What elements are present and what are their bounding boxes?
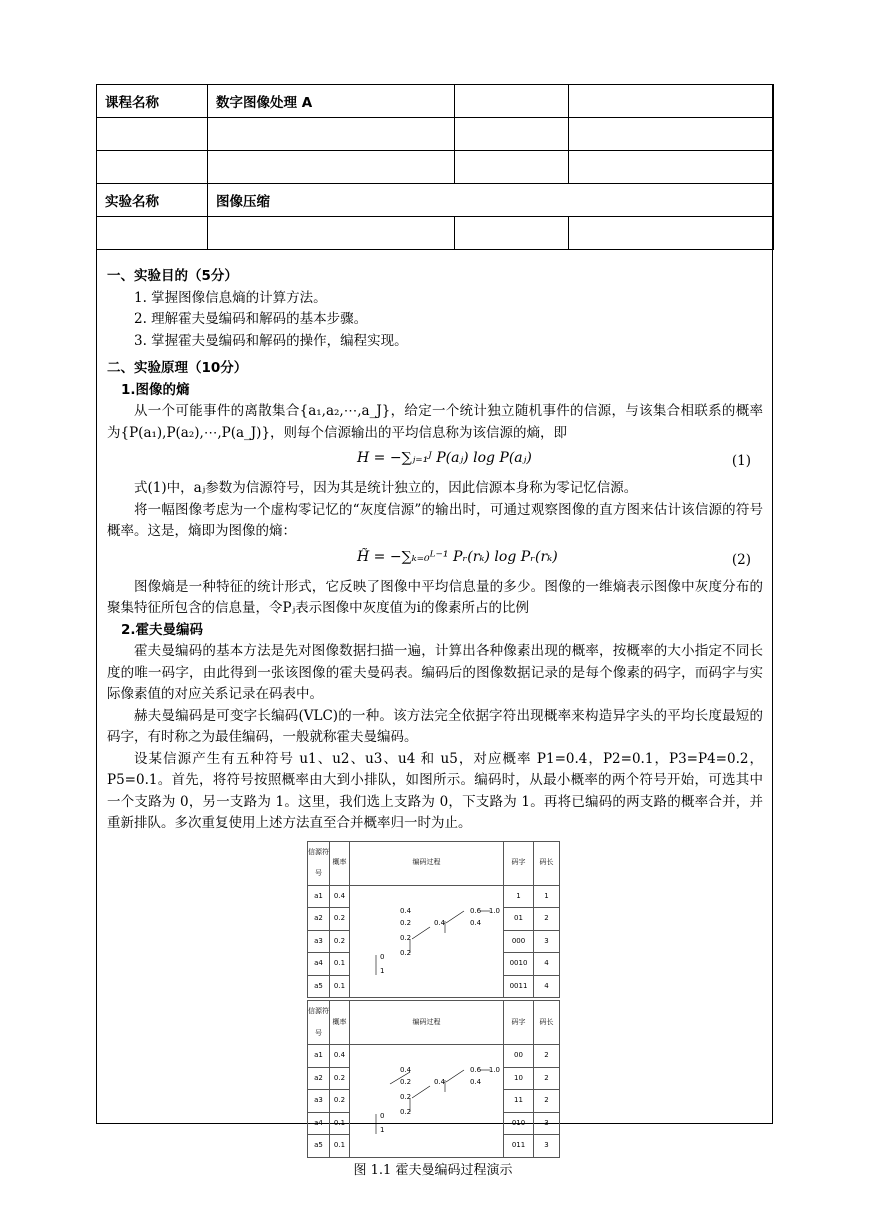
len-cell: 3 <box>534 1112 560 1135</box>
figure-caption: 图 1.1 霍夫曼编码过程演示 <box>353 1162 513 1178</box>
entropy-paragraph: 从一个可能事件的离散集合{a₁,a₂,⋯,a_J}，给定一个统计独立随机事件的信源，与该集合相联系的概率为{P(a₁),P(a₂),⋯,P(a_J)}，则每个信源输出的平均信息称为该信源的熵，即 <box>107 403 763 441</box>
prob-cell: 0.4 <box>330 1045 350 1068</box>
process-label: 0.4 <box>470 1078 482 1087</box>
report-content <box>107 266 763 1181</box>
process-label: 0.4 <box>470 918 482 927</box>
symbol-cell: a2 <box>308 908 330 931</box>
prob-cell: 0.1 <box>330 1112 350 1135</box>
len-cell: 1 <box>534 885 560 908</box>
process-label: 0.4 <box>400 1066 412 1075</box>
process-label: 0.4 <box>434 918 446 927</box>
formula-2 <box>107 543 763 577</box>
huffman-title: 2.霍夫曼编码 <box>121 621 204 638</box>
code-cell: 0011 <box>504 975 534 998</box>
code-cell: 01 <box>504 908 534 931</box>
purpose-title: 一、实验目的（5分） <box>107 268 238 284</box>
header-cell: 概率 <box>330 1001 350 1045</box>
experiment-value: 图像压缩 <box>208 184 774 217</box>
process-label: 1.0 <box>488 906 500 915</box>
header-cell: 码字 <box>504 841 534 885</box>
course-label: 课程名称 <box>97 85 208 118</box>
symbol-cell: a5 <box>308 975 330 998</box>
entropy-paragraph: 图像熵是一种特征的统计形式，它反映了图像中平均信息量的多少。图像的一维熵表示图像中灰度分布的聚集特征所包含的信息量，令Pⱼ表示图像中灰度值为i的像素所占的比例 <box>107 578 763 616</box>
prob-cell: 0.2 <box>330 908 350 931</box>
code-cell: 10 <box>504 1067 534 1090</box>
symbol-cell: a1 <box>308 1045 330 1068</box>
symbol-cell: a3 <box>308 1090 330 1113</box>
huffman-paragraph: 霍夫曼编码的基本方法是先对图像数据扫描一遍，计算出各种像素出现的概率，按概率的大小指定不同长度的唯一码字，由此得到一张该图像的霍夫曼码表。编码后的图像数据记录的是每个像素的码字，而码字与实际像素值的对应关系记录在码表中。 <box>107 643 763 702</box>
encoding-process <box>350 885 504 998</box>
symbol-cell: a5 <box>308 1135 330 1158</box>
process-label: 0.2 <box>400 1108 412 1117</box>
header-cell: 编码过程 <box>350 1001 504 1045</box>
len-cell: 3 <box>534 1135 560 1158</box>
code-cell: 1 <box>504 885 534 908</box>
entropy-paragraph: 式(1)中，aⱼ参数为信源符号，因为其是统计独立的，因此信源本身称为零记忆信源。 <box>134 480 638 496</box>
prob-cell: 0.1 <box>330 953 350 976</box>
purpose-item: 2. 理解霍夫曼编码和解码的基本步骤。 <box>134 311 368 327</box>
header-table <box>96 84 774 250</box>
prob-cell: 0.4 <box>330 885 350 908</box>
symbol-cell: a2 <box>308 1067 330 1090</box>
formula-1-expression: H = −∑ⱼ₌₁ᴶ P(aⱼ) log P(aⱼ) <box>357 450 532 466</box>
len-cell: 2 <box>534 908 560 931</box>
prob-cell: 0.2 <box>330 930 350 953</box>
len-cell: 3 <box>534 930 560 953</box>
prob-cell: 0.2 <box>330 1090 350 1113</box>
process-label: 0.6 <box>470 906 482 915</box>
huffman-figure <box>307 841 559 1182</box>
code-cell: 11 <box>504 1090 534 1113</box>
code-cell: 000 <box>504 930 534 953</box>
process-label: 0.4 <box>400 906 412 915</box>
entropy-title: 1.图像的熵 <box>121 381 190 398</box>
encoding-process <box>350 1045 504 1158</box>
prob-cell: 0.1 <box>330 975 350 998</box>
huffman-table-2 <box>307 1000 560 1158</box>
symbol-cell: a1 <box>308 885 330 908</box>
header-cell: 码长 <box>534 841 560 885</box>
len-cell: 4 <box>534 953 560 976</box>
formula-2-expression: H̃ = −∑ₖ₌₀ᴸ⁻¹ Pᵣ(rₖ) log Pᵣ(rₖ) <box>357 548 558 565</box>
huffman-paragraph: 设某信源产生有五种符号 u1、u2、u3、u4 和 u5，对应概率 P1=0.4，P2=0.1，P3=P4=0.2，P5=0.1。首先，将符号按照概率由大到小排队，如图所示。编码时，从最小概率的两个符号开始，可选其中一个支路为 0，另一支路为 1。这里，我们选上支路为 0，下支路为 1。再将已编码的两支路的概率合并，并重新排队。多次重复使用上述方法直至合并概率归一时为止。 <box>107 750 763 831</box>
experiment-label: 实验名称 <box>97 184 208 217</box>
len-cell: 2 <box>534 1067 560 1090</box>
process-label: 0.2 <box>400 933 412 942</box>
process-label: 1 <box>380 966 385 975</box>
process-label: 0.2 <box>400 918 412 927</box>
code-cell: 010 <box>504 1112 534 1135</box>
purpose-item: 1. 掌握图像信息熵的计算方法。 <box>134 289 327 306</box>
len-cell: 4 <box>534 975 560 998</box>
header-cell: 概率 <box>330 841 350 885</box>
formula-1-number: (1) <box>731 453 751 469</box>
principle-title: 二、实验原理（10分） <box>107 360 248 376</box>
symbol-cell: a4 <box>308 1112 330 1135</box>
process-label: 1.0 <box>488 1066 500 1075</box>
prob-cell: 0.1 <box>330 1135 350 1158</box>
course-value: 数字图像处理 A <box>208 85 455 118</box>
report-page <box>96 84 773 1178</box>
process-label: 0.2 <box>400 948 412 957</box>
process-label: 0 <box>380 1112 385 1121</box>
formula-1 <box>107 444 763 478</box>
code-cell: 00 <box>504 1045 534 1068</box>
process-label: 0.6 <box>470 1066 482 1075</box>
len-cell: 2 <box>534 1045 560 1068</box>
process-label: 0.2 <box>400 1078 412 1087</box>
code-cell: 0010 <box>504 953 534 976</box>
header-cell: 信源符号 <box>308 1001 330 1045</box>
header-cell: 编码过程 <box>350 841 504 885</box>
process-label: 0 <box>380 952 385 961</box>
header-cell: 码字 <box>504 1001 534 1045</box>
formula-2-number: (2) <box>731 551 751 568</box>
header-cell: 信源符号 <box>308 841 330 885</box>
prob-cell: 0.2 <box>330 1067 350 1090</box>
entropy-paragraph: 将一幅图像考虑为一个虚构零记忆的“灰度信源”的输出时，可通过观察图像的直方图来估计该信源的符号概率。这是，熵即为图像的熵： <box>107 501 763 539</box>
process-label: 0.2 <box>400 1093 412 1102</box>
huffman-paragraph: 赫夫曼编码是可变字长编码(VLC)的一种。该方法完全依据字符出现概率来构造异字头的平均长度最短的码字，有时称之为最佳编码，一般就称霍夫曼编码。 <box>107 707 763 745</box>
process-label: 0.4 <box>434 1078 446 1087</box>
code-cell: 011 <box>504 1135 534 1158</box>
purpose-item: 3. 掌握霍夫曼编码和解码的操作，编程实现。 <box>134 332 408 349</box>
symbol-cell: a4 <box>308 953 330 976</box>
huffman-table-1 <box>307 841 560 999</box>
symbol-cell: a3 <box>308 930 330 953</box>
len-cell: 2 <box>534 1090 560 1113</box>
process-label: 1 <box>380 1126 385 1135</box>
header-cell: 码长 <box>534 1001 560 1045</box>
